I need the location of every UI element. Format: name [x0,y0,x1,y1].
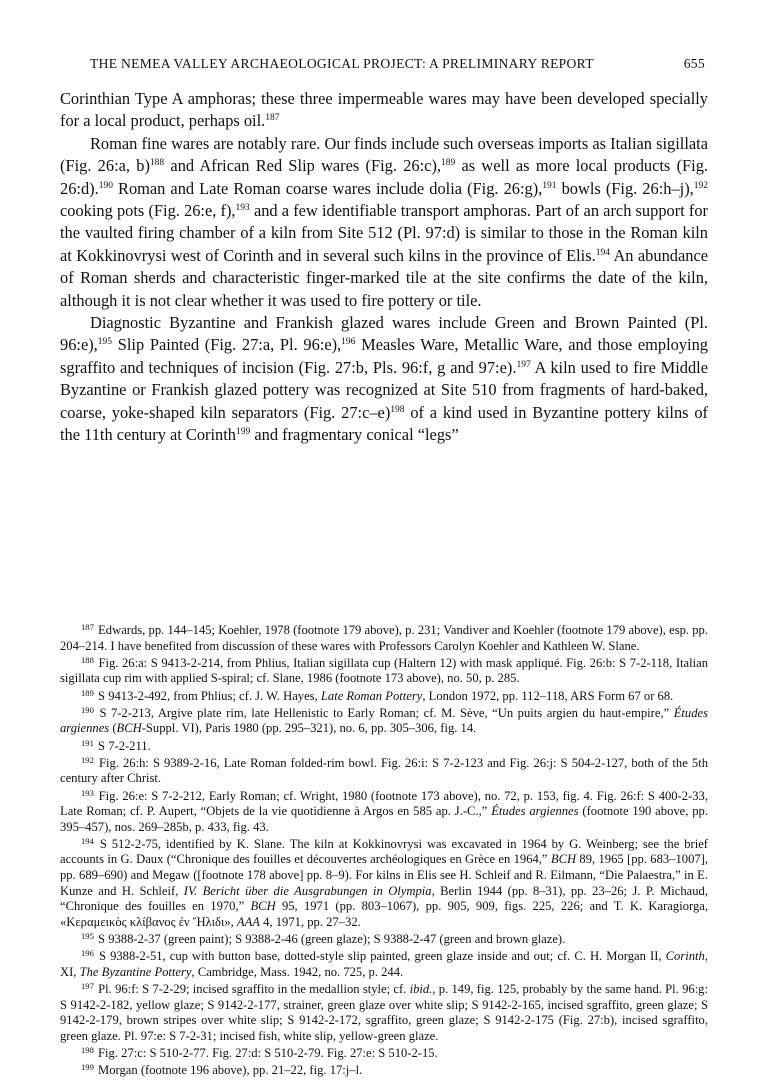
footnote-ref[interactable]: 189 [441,158,456,169]
footnote [60,949,708,980]
footnote [60,982,708,1044]
title-italic: IV. Bericht über die Ausgrabungen in Olympia [183,883,432,898]
footnote-text: , London 1972, pp. 112–118, ARS Form 67 or 68. [422,688,674,703]
footnote-text: 4, 1971, pp. 27–32. [260,914,361,929]
footnote [60,689,708,705]
paragraph [60,312,708,446]
title-italic: AAA [236,914,261,929]
footnote-text: S 9388-2-37 (green paint); S 9388-2-46 (green glaze); S 9388-2-47 (green and brown glaze). [98,932,566,947]
footnote [60,756,708,787]
footnote-text: S 9413-2-492, from Phlius; cf. J. W. Hayes, [98,688,321,703]
footnote-text: Fig. 27:c: S 510-2-77. Fig. 27:d: S 510-2-79. Fig. 27:e: S 510-2-15. [98,1045,438,1060]
footnote-text: Fig. 26:e: S 7-2-212, Early Roman; cf. Wright, 1980 (footnote 173 above), no. 72, p. 153, fig. 4. Fig. 26:f: S 400-2-33, Late Roman; cf. P. Aupert, “Objets de la vie quotidienne à Argos en 585 ap. J.-C.,” [60,788,709,819]
footnotes [60,623,708,1080]
footnote [60,739,708,755]
page-number: 655 [683,56,705,71]
text-run: Roman fine wares are notably rare. Our finds include such overseas imports as Italian sigillata (Fig. 26:a, b) [60,133,708,176]
title-italic: Late Roman Pottery [320,688,423,703]
footnote-ref[interactable]: 199 [236,427,251,438]
footnote-text: Fig. 26:a: S 9413-2-214, from Phlius, Italian sigillata cup (Haltern 12) with mask appliqué. Fig. 26:b: S 7-2-118, Italian sigillata cup rim with applied S-spiral; cf. Slane, 1986 (footnote 173 above), no. 50, p. 285. [60,655,708,686]
text-run: and a few identifiable transport amphoras. Part of an arch support for the vaulted firing chamber of a kiln from Site 512 (Pl. 97:d) is similar to those in the Roman kiln at Kokkinovrysi west of Corinth and in several such kilns in the province of Elis. [60,201,708,265]
title-italic: ibid. [409,982,433,996]
footnote-text: S 7-2-211. [98,738,151,753]
main-text [60,88,708,447]
footnote-number: 190 [81,704,94,715]
footnote [60,1063,708,1079]
footnote-text: Morgan (footnote 196 above), pp. 21–22, fig. 17:j–l. [98,1063,363,1078]
title-italic: Études argiennes [60,705,709,736]
text-run: An abundance of Roman sherds and characteristic finger-marked tile at the site confirms the date of the kiln, although it is not clear whether it was used to fire pottery or tile. [60,245,708,310]
text-run: cooking pots (Fig. 26:e, f), [60,201,236,221]
footnote-ref[interactable]: 193 [235,203,250,214]
footnote-ref[interactable]: 194 [595,247,610,258]
footnote-text: (footnote 190 above, pp. 395–457), nos. 269–285b, p. 433, fig. 43. [60,804,708,834]
text-run: bowls (Fig. 26:h–j), [556,178,694,198]
text-run: Slip Painted (Fig. 27:a, Pl. 96:e), [112,335,342,355]
footnote-text: 95, 1971 (pp. 803–1067), pp. 905, 909, figs. 225, 226; and T. K. Karagiorga, «Κεραμεικὸς κλίβανος ἐν Ἤλιδι», [60,899,708,929]
text-run: as well as more local products (Fig. 26:d). [60,156,708,198]
footnote-ref[interactable]: 197 [516,359,531,370]
footnote-number: 195 [81,931,94,942]
footnote [60,789,708,836]
footnote [60,837,708,931]
text-run: A kiln used to fire Middle Byzantine or Frankish glazed pottery was recognized at Site 510 from fragments of hard-baked, coarse, yoke-shaped kiln separators (Fig. 27:c–e) [60,357,709,422]
footnote-text: -Suppl. VI), Paris 1980 (pp. 295–321), no. 6, pp. 305–306, fig. 14. [141,721,477,736]
text-run: and fragmentary conical “legs” [250,425,459,445]
footnote [60,623,708,654]
title-italic: The Byzantine Pottery [79,964,192,979]
footnote-text: Fig. 26:h: S 9389-2-16, Late Roman folded-rim bowl. Fig. 26:i: S 7-2-123 and Fig. 26:j: S 504-2-127, both of the 5th century after Christ. [60,755,708,786]
footnote-number: 197 [81,981,94,991]
footnote [60,656,708,687]
footnote [60,706,708,737]
footnote-number: 187 [81,622,94,632]
footnote-text: ( [109,721,117,736]
footnote-number: 192 [81,754,94,765]
footnote-ref[interactable]: 198 [390,404,405,415]
footnote-ref[interactable]: 191 [542,180,557,191]
title-italic: Corinth [665,949,705,964]
footnote [60,932,708,948]
footnote-number: 199 [81,1062,94,1073]
footnote [60,1046,708,1062]
text-run: Diagnostic Byzantine and Frankish glazed wares include Green and Brown Painted (Pl. 96:e), [60,313,708,355]
paragraph [60,88,708,133]
title-italic: BCH [250,899,276,914]
footnote-text: , p. 149, fig. 125, probably by the same hand. Pl. 96:g: S 9142-2-182, yellow glaze; S 9142-2-177, strainer, green glaze over white slip; S 9142-2-165, incised sgraffito, green glaze; S 9142-2-179, brown stripes over white slip; S 9142-2-172, sgraffito, green glaze; S 9142-2-175 (Fig. 27:b), incised sgraffito, green glaze. Pl. 97:e: S 7-2-31; incised fish, white slip, yellow-green glaze. [60,982,708,1043]
footnote-ref[interactable]: 196 [341,337,356,348]
footnote-text: Pl. 96:f: S 7-2-29; incised sgraffito in the medallion style; cf. [98,982,410,996]
footnote-number: 191 [81,737,94,748]
footnote-text: 89, 1965 [pp. 683–1007], pp. 689–690) and Megaw ([footnote 178 above] pp. 8–9). For kilns in Elis see H. Schleif and R. Eilmann, “Die Palaestra,” in E. Kunze and H. Schleif, [60,852,709,898]
title-italic: Études argiennes [491,804,579,819]
footnote-text: Edwards, pp. 144–145; Koehler, 1978 (footnote 179 above), p. 231; Vandiver and Koehler (footnote 179 above), esp. pp. 204–214. I have benefited from discussion of these wares with Professors Carolyn Koehler and Kathleen W. Slane. [60,623,708,653]
footnote-ref[interactable]: 192 [693,180,708,191]
footnote-ref[interactable]: 187 [265,113,280,124]
footnote-text: , Berlin 1944 (pp. 8–31), pp. 23–26; J. P. Michaud, “Chronique des fouilles en 1970,” [60,883,708,914]
text-run: Roman and Late Roman coarse wares include dolia (Fig. 26:g), [112,178,543,198]
title-italic: BCH [116,721,142,736]
running-title: THE NEMEA VALLEY ARCHAEOLOGICAL PROJECT: A PRELIMINARY REPORT [90,56,594,71]
footnote-number: 188 [81,654,94,665]
footnote-number: 193 [81,787,94,798]
paragraph [60,133,708,312]
footnote-ref[interactable]: 190 [98,180,113,191]
footnote-text: S 7-2-213, Argive plate rim, late Hellenistic to Early Roman; cf. M. Sève, “Un puits argien du haut-empire,” [99,705,674,720]
footnote-text: , XI, [60,949,708,979]
title-italic: BCH [550,852,577,867]
text-run: Measles Ware, Metallic Ware, and those employing sgraffito and techniques of incision (Fig. 27:b, Pls. 96:f, g and 97:e). [60,335,709,377]
footnote-text: S 512-2-75, identified by K. Slane. The kiln at Kokkinovrysi was excavated in 1964 by G. Weinberg; see the brief accounts in G. Daux (“Chronique des fouilles et découvertes archéologiques en Grèce en 1964,” [60,836,708,867]
text-run: and African Red Slip wares (Fig. 26:c), [164,156,442,176]
footnote-text: S 9388-2-51, cup with button base, dotted-style slip painted, green glaze inside and out; cf. C. H. Morgan II, [98,949,666,964]
footnote-text: , Cambridge, Mass. 1942, no. 725, p. 244. [191,964,404,979]
footnote-ref[interactable]: 195 [97,337,113,348]
footnote-ref[interactable]: 188 [149,158,165,169]
text-run: of a kind used in Byzantine pottery kilns of the 11th century at Corinth [60,402,708,445]
footnote-number: 194 [81,835,94,846]
text-run: Corinthian Type A amphoras; these three impermeable wares may have been developed specially for a local product, perhaps oil. [60,89,708,131]
footnote-number: 198 [81,1044,94,1055]
footnote-number: 196 [81,948,94,959]
footnote-number: 189 [81,687,94,698]
